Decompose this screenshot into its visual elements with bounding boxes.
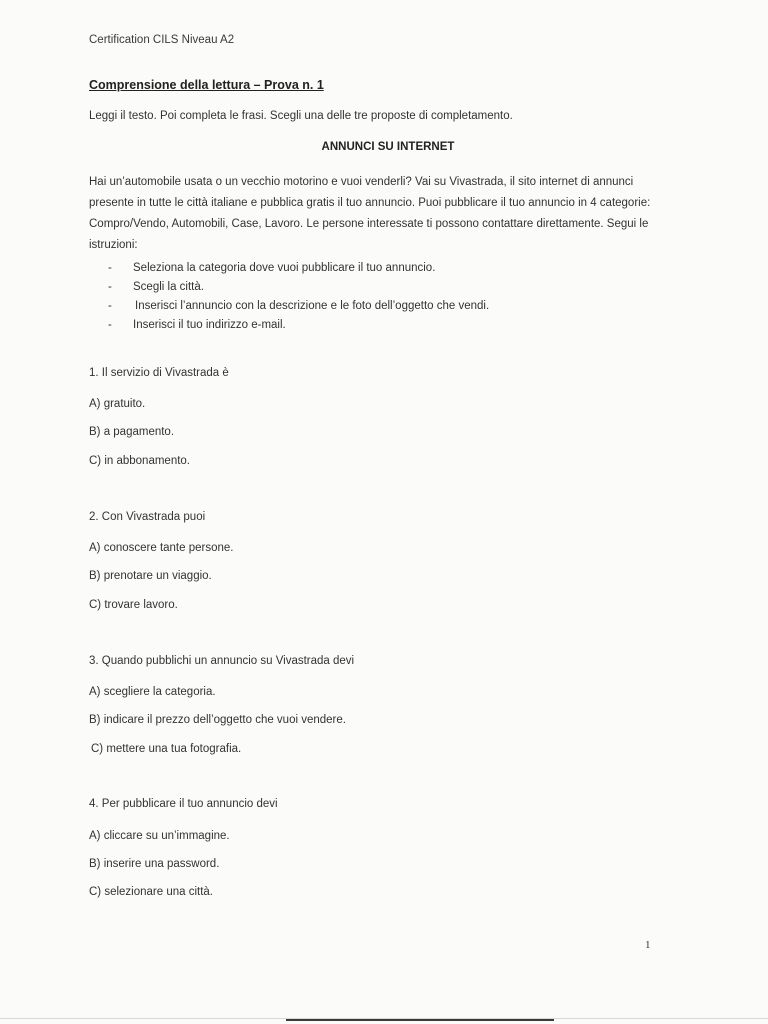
option-c: C) mettere una tua fotografia. <box>91 743 242 755</box>
question-stem: 3. Quando pubblichi un annuncio su Vivastrada devi <box>89 655 355 667</box>
reading-text-title-label: ANNUNCI SU INTERNET <box>321 141 455 153</box>
question-stem: 1. Il servizio di Vivastrada è <box>89 367 229 379</box>
reading-paragraph: Hai un’automobile usata o un vecchio motorino e vuoi venderli? Vai su Vivastrada, il sito internet di annunci presente in tutte le città italiane e pubblica gratis il tuo annuncio. Puoi pubblicare il tuo annuncio in 4 categorie: Compro/Vendo, Automobili, Case, Lavoro. Le persone interessate ti possono contattare direttamente. Segui le istruzioni: <box>89 176 651 251</box>
bullet-dash: - <box>108 262 112 274</box>
reading-text-title <box>0 141 768 153</box>
page-number: 1 <box>645 939 651 951</box>
option-c: C) selezionare una città. <box>89 886 214 898</box>
step-item <box>108 297 489 316</box>
option-c: C) trovare lavoro. <box>89 599 178 611</box>
option-a: A) scegliere la categoria. <box>89 686 216 698</box>
step-text: Inserisci l’annuncio con la descrizione e le foto dell’oggetto che vendi. <box>135 300 490 312</box>
step-text: Seleziona la categoria dove vuoi pubblicare il tuo annuncio. <box>133 262 436 274</box>
option-b: B) prenotare un viaggio. <box>89 570 212 582</box>
option-b: B) indicare il prezzo dell’oggetto che vuoi vendere. <box>89 714 346 726</box>
scan-edge-mark <box>286 1019 554 1021</box>
bullet-dash: - <box>108 281 112 293</box>
option-b: B) a pagamento. <box>89 426 175 438</box>
option-c: C) in abbonamento. <box>89 455 191 467</box>
step-text: Inserisci il tuo indirizzo e-mail. <box>133 319 286 331</box>
step-item <box>108 259 489 278</box>
instructions: Leggi il testo. Poi completa le frasi. Scegli una delle tre proposte di completamento. <box>89 110 513 122</box>
step-item <box>108 316 489 335</box>
option-b: B) inserire una password. <box>89 858 220 870</box>
bullet-dash: - <box>108 319 112 331</box>
section-title: Comprensione della lettura – Prova n. 1 <box>89 78 324 92</box>
question-stem: 4. Per pubblicare il tuo annuncio devi <box>89 798 278 810</box>
step-item <box>108 278 489 297</box>
step-text: Scegli la città. <box>133 281 204 293</box>
bullet-dash: - <box>108 300 112 312</box>
option-a: A) gratuito. <box>89 398 146 410</box>
option-a: A) conoscere tante persone. <box>89 542 234 554</box>
question-stem: 2. Con Vivastrada puoi <box>89 511 206 523</box>
option-a: A) cliccare su un’immagine. <box>89 830 230 842</box>
instruction-steps <box>108 259 489 335</box>
page-header: Certification CILS Niveau A2 <box>89 34 235 46</box>
